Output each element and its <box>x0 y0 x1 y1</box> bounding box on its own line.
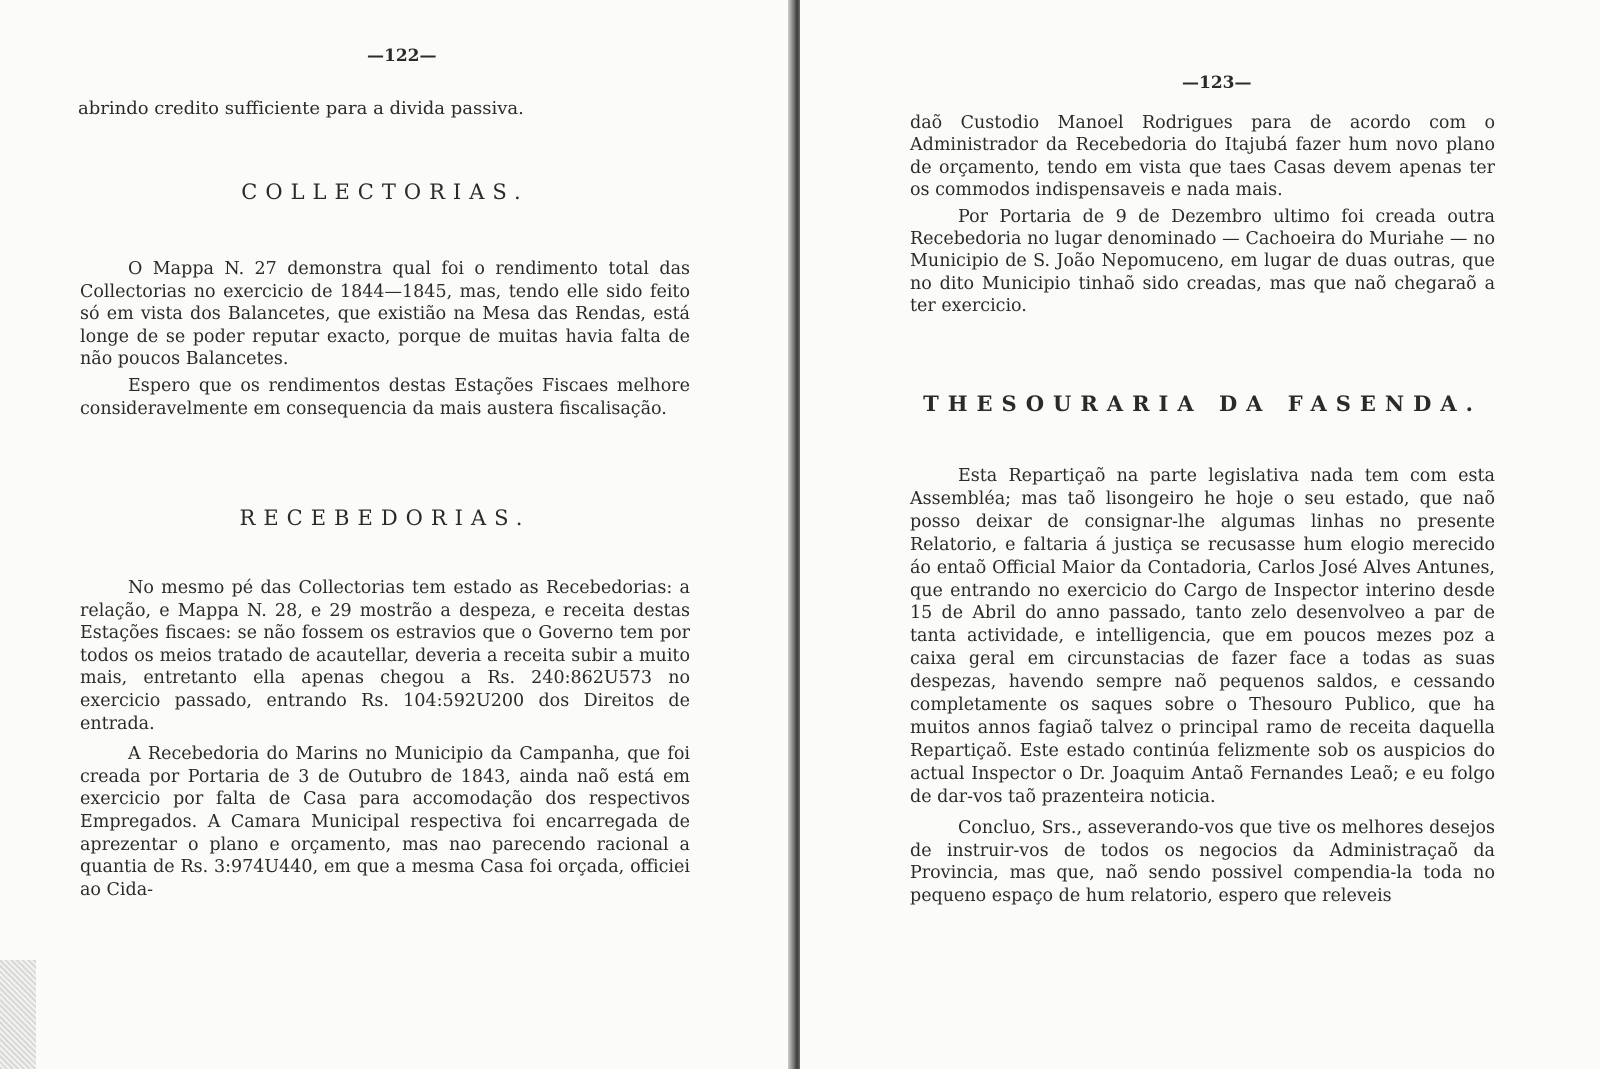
paragraph-recebedorias-2: A Recebedoria do Marins no Municipio da Campanha, que foi creada por Portaria de 3 de Outubro de 1843, ainda naõ está em exercicio por falta de Casa para accomodação dos respectivos Empregados. A Camara Municipal respectiva foi encarregada de aprezentar o plano e orçamento, mas nao parecendo racional a quantia de Rs. 3:974U440, em que a mesma Casa foi orçada, officiei ao Cida- <box>80 744 690 900</box>
page-number-right: —123— <box>1182 73 1252 93</box>
paragraph-continuation: daõ Custodio Manoel Rodrigues para de acordo com o Administrador da Recebedoria do Itajubá fazer hum novo plano de orçamento, tendo em vista que taes Casas devem apenas ter os commodos indispensaveis e nada mais. <box>910 113 1495 201</box>
thesouraria-body <box>910 465 1495 908</box>
right-top-body <box>910 112 1495 318</box>
paragraph-collectorias-2: Espero que os rendimentos destas Estações Fiscaes melhore consideravelmente em consequencia da mais austera fiscalisação. <box>80 375 690 419</box>
paragraph-conclusion: Concluo, Srs., asseverando-vos que tive os melhores desejos de instruir-vos de todos os negocios da Administraçaõ da Provincia, mas que, naõ sendo possivel compendia-la toda no pequeno espaço de hum relatorio, espero que releveis <box>910 817 1495 907</box>
paragraph-portaria: Por Portaria de 9 de Dezembro ultimo foi creada outra Recebedoria no lugar denominado — Cachoeira do Muriahe — no Municipio de S. João Nepomuceno, em lugar de duas outras, que no dito Municipio tinhaõ sido creadas, mas que naõ chegaraõ a ter exercicio. <box>910 206 1495 317</box>
heading-thesouraria: THESOURARIA DA FASENDA. <box>923 391 1482 416</box>
paragraph-thesouraria-1: Esta Repartiçaõ na parte legislativa nada tem com esta Assembléa; mas taõ lisongeiro he hoje o seu estado, que naõ posso deixar de consignar-lhe algumas linhas no presente Relatorio, e faltaria á justiça se recusasse hum elogio merecido áo entaõ Official Maior da Contadoria, Carlos José Alves Antunes, que entrando no exercicio do Cargo de Inspector interino desde 15 de Abril do anno passado, tanto zelo desenvolveo a par de tanta actividade, e intelligencia, que em poucos mezes poz a caixa geral em circunstacias de fazer face a todas as suas despezas, havendo sempre naõ pequenos saldos, e cessando completamente os saques sobre o Thesouro Publico, que ha muitos annos fagiaõ talvez o principal ramo de receita daquella Repartiçaõ. Este estado continúa felizmente sob os auspicios do actual Inspector o Dr. Joaquim Antaõ Fernandes Leaõ; e eu folgo de dar-vos taõ prazenteira noticia. <box>910 466 1495 807</box>
recebedorias-body <box>80 577 690 901</box>
right-page <box>800 0 1600 1069</box>
heading-recebedorias: RECEBEDORIAS. <box>239 506 531 530</box>
paragraph-recebedorias-1: No mesmo pé das Collectorias tem estado as Recebedorias: a relação, e Mappa N. 28, e 29 mostrão a despeza, e receita destas Estações fiscaes: se não fossem os estravios que o Governo tem por todos os meios tratado de acautellar, deveria a receita subir a muito mais, entretanto ella apenas chegou a Rs. 240:862U573 no exercicio passado, entrando Rs. 104:592U200 dos Direitos de entrada. <box>80 578 690 734</box>
left-page <box>0 0 792 1069</box>
page-number-left: —122— <box>367 46 437 66</box>
top-line: abrindo credito sufficiente para a divida passiva. <box>78 98 524 119</box>
paragraph-collectorias-1: O Mappa N. 27 demonstra qual foi o rendimento total das Collectorias no exercicio de 1844—1845, mas, tendo elle sido feito só em vista dos Balancetes, que existião na Mesa das Rendas, está longe de se poder reputar exacto, porque de muitas havia falta de não poucos Balancetes. <box>80 259 690 370</box>
page-edge-damage <box>0 960 36 1069</box>
collectorias-body <box>80 258 690 420</box>
heading-collectorias: COLLECTORIAS. <box>241 180 529 204</box>
